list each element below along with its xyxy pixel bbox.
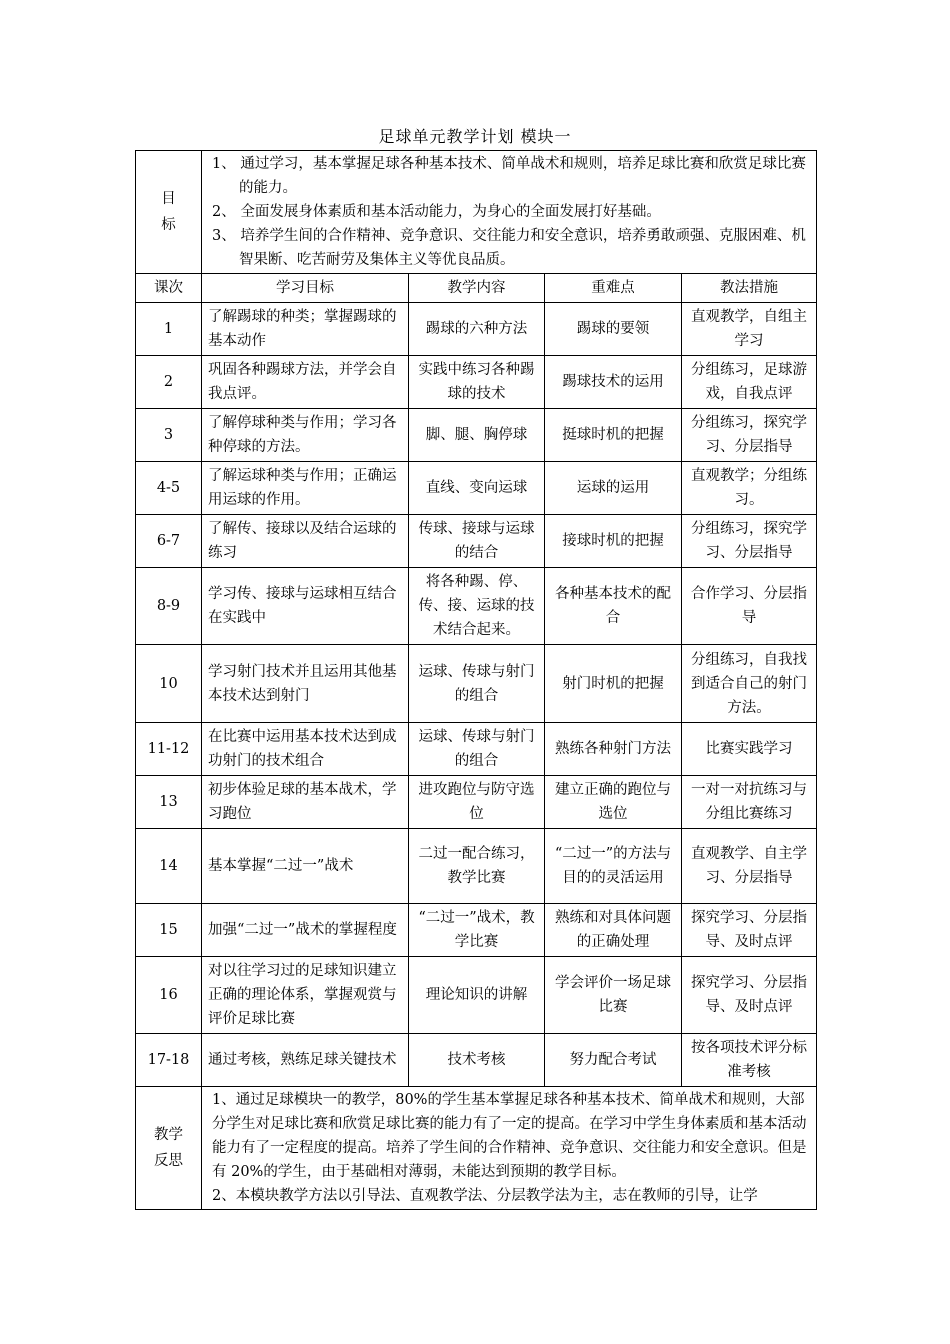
lesson-cell: 2 [136,356,202,409]
table-row [136,776,817,829]
lesson-cell: 10 [136,645,202,723]
table-row [136,568,817,645]
goals-label-1: 目 [161,191,176,207]
lesson-cell: 15 [136,904,202,957]
column-header-key-points: 重难点 [545,274,682,303]
reflection-paragraph-1: 1、通过足球模块一的教学，80%的学生基本掌握足球各种基本技术、简单战术和规则，大部分学生对足球比赛和欣赏足球比赛的能力有了一定的提高。在学习中学生身体素质和基本活动能力有了一定程度的提高。培养了学生间的合作精神、竞争意识、交往能力和安全意识。但是有 20%的学生，由于基础相对薄弱，未能达到预期的教学目标。 [212,1092,807,1180]
goal-cell: 学习射门技术并且运用其他基本技术达到射门 [202,645,409,723]
table-row [136,904,817,957]
column-header-goal: 学习目标 [202,274,409,303]
column-header-lesson: 课次 [136,274,202,303]
content-cell: 传球、接球与运球的结合 [409,515,545,568]
table-row [136,462,817,515]
goals-content-cell [202,151,817,274]
content-cell: “二过一”战术，教学比赛 [409,904,545,957]
reflection-label-2: 反思 [154,1153,183,1169]
content-cell: 二过一配合练习，教学比赛 [409,829,545,904]
goal-cell: 通过考核，熟练足球关键技术 [202,1034,409,1087]
lesson-cell: 13 [136,776,202,829]
content-cell: 运球、传球与射门的组合 [409,723,545,776]
reflection-paragraph-2: 2、本模块教学方法以引导法、直观教学法、分层教学法为主，志在教师的引导，让学 [212,1188,758,1204]
goal-cell: 了解踢球的种类；掌握踢球的基本动作 [202,303,409,356]
key-point-cell: 努力配合考试 [545,1034,682,1087]
goal-cell: 基本掌握“二过一”战术 [202,829,409,904]
content-cell: 运球、传球与射门的组合 [409,645,545,723]
table-row [136,356,817,409]
content-cell: 踢球的六种方法 [409,303,545,356]
method-cell: 分组练习，探究学习、分层指导 [682,409,817,462]
table-row [136,409,817,462]
reflection-row [136,1087,817,1210]
teaching-plan-table [135,150,817,1210]
method-cell: 直观教学；分组练习。 [682,462,817,515]
reflection-label-cell [136,1087,202,1210]
table-row [136,723,817,776]
header-row [136,274,817,303]
goal-item-1: 1、 通过学习，基本掌握足球各种基本技术、简单战术和规则，培养足球比赛和欣赏足球比赛的能力。 [212,156,806,196]
goal-cell: 加强“二过一”战术的掌握程度 [202,904,409,957]
key-point-cell: 学会评价一场足球比赛 [545,957,682,1034]
table-row [136,645,817,723]
method-cell: 比赛实践学习 [682,723,817,776]
key-point-cell: 接球时机的把握 [545,515,682,568]
reflection-label-1: 教学 [154,1127,183,1143]
lesson-cell: 6-7 [136,515,202,568]
key-point-cell: 射门时机的把握 [545,645,682,723]
lesson-cell: 3 [136,409,202,462]
goal-cell: 初步体验足球的基本战术，学习跑位 [202,776,409,829]
goals-label-cell [136,151,202,274]
goal-cell: 了解停球种类与作用；学习各种停球的方法。 [202,409,409,462]
method-cell: 分组练习，足球游戏，自我点评 [682,356,817,409]
method-cell: 分组练习，自我找到适合自己的射门方法。 [682,645,817,723]
table-row [136,303,817,356]
goal-cell: 了解运球种类与作用；正确运用运球的作用。 [202,462,409,515]
method-cell: 探究学习、分层指导、及时点评 [682,904,817,957]
table-row [136,957,817,1034]
lesson-cell: 14 [136,829,202,904]
content-cell: 脚、腿、胸停球 [409,409,545,462]
page-title: 足球单元教学计划 模块一 [378,127,572,146]
table-row [136,1034,817,1087]
goal-cell: 了解传、接球以及结合运球的练习 [202,515,409,568]
key-point-cell: 挺球时机的把握 [545,409,682,462]
key-point-cell: 运球的运用 [545,462,682,515]
method-cell: 直观教学、自主学习、分层指导 [682,829,817,904]
content-cell: 技术考核 [409,1034,545,1087]
method-cell: 直观教学，自组主学习 [682,303,817,356]
goal-cell: 学习传、接球与运球相互结合在实践中 [202,568,409,645]
lesson-cell: 4-5 [136,462,202,515]
goals-row [136,151,817,274]
key-point-cell: “二过一”的方法与目的的灵活运用 [545,829,682,904]
key-point-cell: 各种基本技术的配合 [545,568,682,645]
content-cell: 将各种踢、停、传、接、运球的技术结合起来。 [409,568,545,645]
method-cell: 分组练习，探究学习、分层指导 [682,515,817,568]
table-row [136,829,817,904]
method-cell: 一对一对抗练习与分组比赛练习 [682,776,817,829]
column-header-content: 教学内容 [409,274,545,303]
lesson-cell: 11-12 [136,723,202,776]
method-cell: 探究学习、分层指导、及时点评 [682,957,817,1034]
content-cell: 直线、变向运球 [409,462,545,515]
content-cell: 实践中练习各种踢球的技术 [409,356,545,409]
goal-cell: 巩固各种踢球方法，并学会自我点评。 [202,356,409,409]
content-cell: 理论知识的讲解 [409,957,545,1034]
lesson-cell: 17-18 [136,1034,202,1087]
reflection-content-cell [202,1087,817,1210]
key-point-cell: 踢球的要领 [545,303,682,356]
key-point-cell: 熟练和对具体问题的正确处理 [545,904,682,957]
lesson-cell: 1 [136,303,202,356]
method-cell: 合作学习、分层指导 [682,568,817,645]
goal-cell: 在比赛中运用基本技术达到成功射门的技术组合 [202,723,409,776]
key-point-cell: 踢球技术的运用 [545,356,682,409]
content-cell: 进攻跑位与防守选位 [409,776,545,829]
key-point-cell: 熟练各种射门方法 [545,723,682,776]
goals-label-2: 标 [161,217,176,233]
column-header-method: 教法措施 [682,274,817,303]
goal-item-3: 3、 培养学生间的合作精神、竞争意识、交往能力和安全意识，培养勇敢顽强、克服困难、机智果断、吃苦耐劳及集体主义等优良品质。 [212,228,806,268]
lesson-cell: 8-9 [136,568,202,645]
goal-cell: 对以往学习过的足球知识建立正确的理论体系，掌握观赏与评价足球比赛 [202,957,409,1034]
lesson-cell: 16 [136,957,202,1034]
table-row [136,515,817,568]
goal-item-2: 2、 全面发展身体素质和基本活动能力，为身心的全面发展打好基础。 [212,204,661,220]
method-cell: 按各项技术评分标准考核 [682,1034,817,1087]
key-point-cell: 建立正确的跑位与选位 [545,776,682,829]
